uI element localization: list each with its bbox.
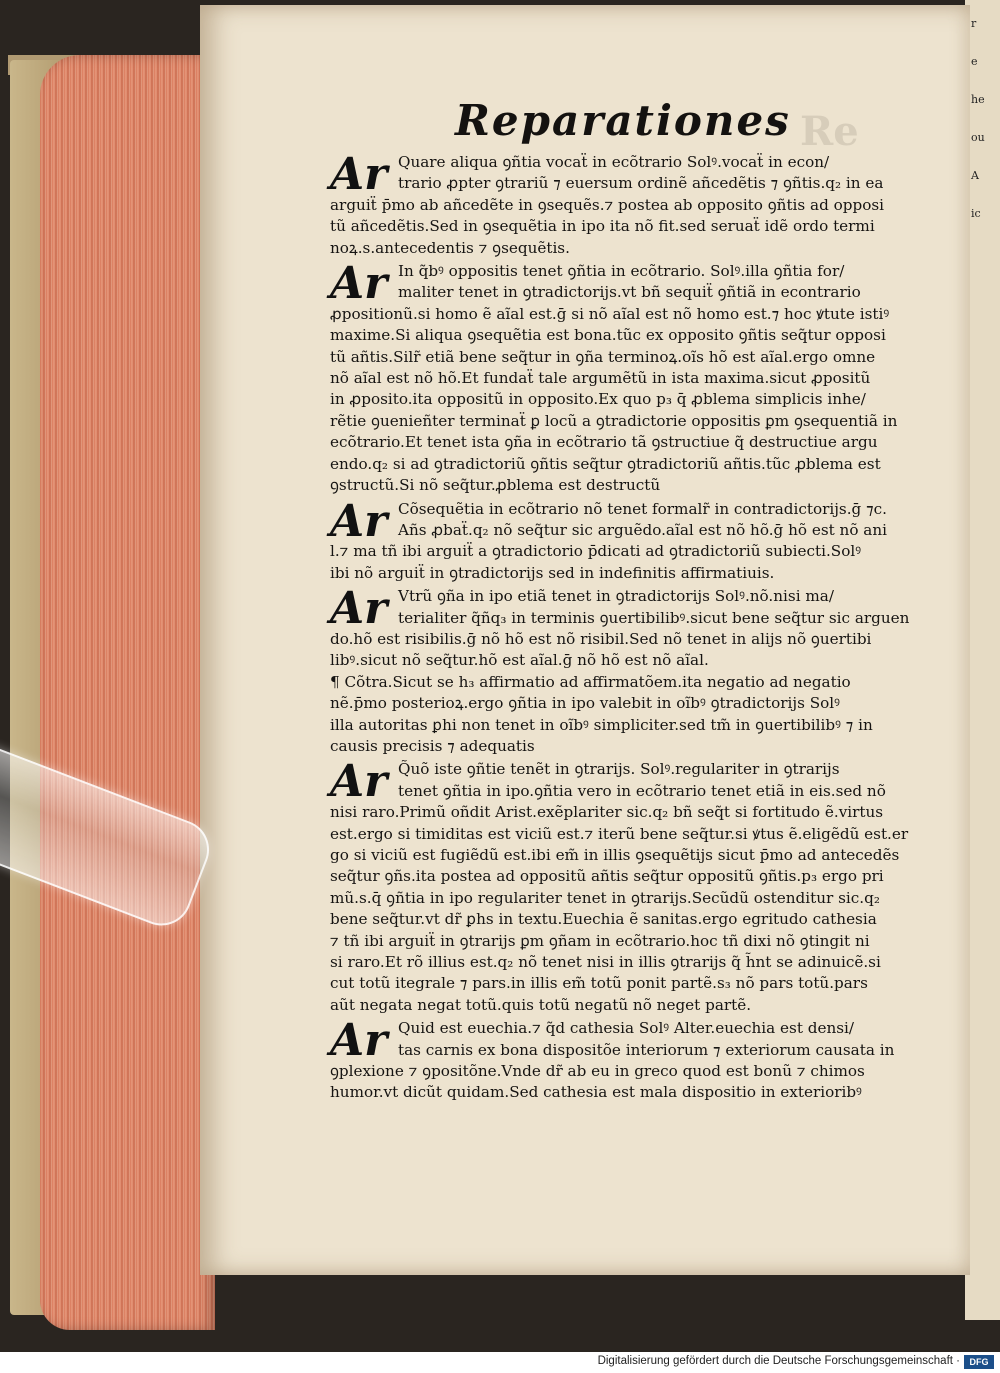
text-line: si raro.Et rõ illius est.q₂ nõ tenet nisi in illis ꝯtrarijs q̃ h̃nt se adinuicẽ.si [330, 953, 881, 972]
page-heading: Reparationes [455, 96, 791, 145]
paragraph [330, 149, 910, 259]
text-block [330, 149, 910, 1106]
text-line: tũ añtis.Silr̃ etiã bene seq̃tur in ꝯña terminoꝝ.oĩs hõ est aĩal.ergo omne [330, 347, 876, 366]
drop-initial: Ar [330, 1015, 388, 1067]
text-line: aũt negata negat totũ.quis totũ negatũ nõ neget partẽ. [330, 995, 752, 1014]
text-line: tenet ꝯñtia in ipo.ꝯñtia vero in ecõtrario tenet etiã in eis.sed nõ [398, 781, 886, 800]
text-line: Añs ꝓbaẗ.q₂ nõ seq̃tur sic arguẽdo.aĩal est nõ hõ.ḡ hõ est nõ ani [398, 520, 887, 539]
text-line: in ꝓposito.ita oppositũ in opposito.Ex quo p₃ q̄ ꝓblema simplicis inhe/ [330, 390, 866, 409]
footer-credit: Digitalisierung gefördert durch die Deutsche Forschungsgemeinschaft · [597, 1355, 960, 1367]
text-line: trario ꝓpter ꝯtrariũ ⁊ euersum ordinẽ añcedẽtis ⁊ ꝯñtis.q₂ in ea [398, 174, 884, 193]
text-line: ꝓpositionũ.si homo ẽ aĩal est.ḡ si nõ aĩal est nõ homo est.⁊ hoc ꝟtute istiꝰ [330, 304, 890, 323]
text-line: In q̃bꝰ oppositis tenet ꝯñtia in ecõtrario. Solꝰ.illa ꝯñtia for/ [398, 262, 845, 281]
paragraph [330, 1015, 910, 1104]
text-line: terialiter q̃ñq₃ in terminis ꝯuertibilibꝰ.sicut bene seq̃tur sic arguen [398, 608, 910, 627]
text-line: do.hõ est risibilis.ḡ nõ hõ est nõ risibil.Sed nõ tenet in alijs nõ ꝯuertibi [330, 629, 872, 648]
paragraph [330, 495, 910, 585]
text-line: tas carnis ex bona dispositõe interiorum ⁊ exteriorum causata in [398, 1040, 895, 1059]
text-line: tũ añcedẽtis.Sed in ꝯsequẽtia in ipo ita nõ fit.sed seruaẗ idẽ ordo termi [330, 217, 875, 236]
text-line: endo.q₂ si ad ꝯtradictoriũ ꝯñtis seq̃tur ꝯtradictoriũ añtis.tũc ꝓblema est [330, 454, 881, 473]
text-line: ⁊ tñ ibi arguiẗ in ꝯtrarijs ꝑm ꝯñam in ecõtrario.hoc tñ dixi nõ ꝯtingit ni [330, 931, 870, 950]
text-line: causis precisis ⁊ adequatis [330, 736, 535, 755]
text-line: ¶ Cõtra.Sicut se h₃ affirmatio ad affirmatõem.ita negatio ad negatio [330, 672, 851, 691]
text-line: nõ aĩal est nõ hõ.Et fundaẗ tale argumẽtũ in ista maxima.sicut ꝓpositũ [330, 369, 871, 388]
text-line: maxime.Si aliqua ꝯsequẽtia est bona.tũc ex opposito ꝯñtis seq̃tur opposi [330, 326, 886, 345]
text-line: bene seq̃tur.vt dr̃ ꝑhs in textu.Euechia ẽ sanitas.ergo egritudo cathesia [330, 910, 877, 929]
text-line: nẽ.p̄mo posterioꝝ.ergo ꝯñtia in ipo valebit in oĩbꝰ ꝯtradictorijs Solꝰ [330, 694, 840, 713]
text-line: Cõsequẽtia in ecõtrario nõ tenet formalr̃ in contradictorijs.ḡ ⁊c. [398, 499, 887, 518]
text-line: Quare aliqua ꝯñtia vocaẗ in ecõtrario Solꝰ.vocaẗ in econ/ [398, 153, 830, 171]
drop-initial: Ar [330, 583, 388, 635]
text-line: maliter tenet in ꝯtradictorijs.vt bñ sequiẗ ꝯñtiã in econtrario [398, 283, 861, 302]
text-line: Vtrũ ꝯña in ipo etiã tenet in ꝯtradictorijs Solꝰ.nõ.nisi ma/ [398, 587, 834, 606]
text-line: noꝝ.s.antecedentis ⁊ ꝯsequẽtis. [330, 238, 570, 257]
drop-initial: Ar [330, 495, 388, 547]
text-line: humor.vt dicũt quidam.Sed cathesia est mala dispositio in exterioribꝰ [330, 1083, 862, 1102]
text-line: l.⁊ ma tñ ibi arguiẗ a ꝯtradictorio p̄dicati ad ꝯtradictoriũ subiecti.Solꝰ [330, 542, 861, 561]
text-line: cut totũ itegrale ⁊ pars.in illis em̃ totũ ponit partẽ.s₃ nõ pars totũ.pars [330, 974, 868, 993]
text-line: ꝯplexione ⁊ ꝯpositõne.Vnde dr̃ ab eu in greco quod est bonũ ⁊ chimos [330, 1062, 865, 1081]
text-line: go si viciũ est fugiẽdũ est.ibi em̃ in illis ꝯsequẽtijs sicut p̄mo ad antecedẽs [330, 846, 900, 864]
dfg-logo: DFG [964, 1355, 994, 1369]
text-line: Quid est euechia.⁊ q̃d cathesia Solꝰ Alter.euechia est densi/ [398, 1019, 855, 1038]
text-line: nisi raro.Primũ oñdit Arist.exẽplariter sic.q₂ bñ seq̃t si fortitudo ẽ.virtus [330, 803, 884, 822]
text-line: ibi nõ arguiẗ in ꝯtradictorijs sed in indefinitis affirmatiuis. [330, 563, 775, 582]
text-line: illa autoritas ꝑhi non tenet in oĩbꝰ simpliciter.sed tm̃ in ꝯuertibilibꝰ ⁊ in [330, 715, 873, 734]
footer-bar [0, 1352, 1000, 1373]
paragraph [330, 583, 910, 757]
text-line: est.ergo si timiditas est viciũ est.⁊ iterũ bene seq̃tur.si ꝟtus ẽ.eligẽdũ est.er [330, 824, 909, 843]
drop-initial: Ar [330, 756, 388, 808]
text-line: Q̃uõ iste ꝯñtie tenẽt in ꝯtrarijs. Solꝰ.regulariter in ꝯtrarijs [398, 760, 840, 779]
drop-initial: Ar [330, 149, 388, 200]
text-line: ecõtrario.Et tenet ista ꝯña in ecõtrario tã ꝯstructiue q̃ destructiue argu [330, 433, 878, 452]
facing-page-fragment: r e he ou A ic [971, 17, 985, 220]
paragraph [330, 258, 910, 496]
text-line: arguiẗ p̄mo ab añcedẽte in ꝯsequẽs.⁊ postea ab opposito ꝯñtis ad opposi [330, 195, 885, 214]
page-edges [40, 55, 215, 1330]
drop-initial: Ar [330, 258, 388, 310]
text-line: rẽtie ꝯuenieñter terminaẗ ꝑ locũ a ꝯtradictorie oppositis ꝑm ꝯsequentiã in [330, 411, 898, 430]
text-line: mũ.s.q̄ ꝯñtia in ipo regulariter tenet in ꝯtrarijs.Secũdũ ostenditur sic.q₂ [330, 888, 880, 907]
paragraph [330, 756, 910, 1016]
bleed-through: Re [800, 108, 859, 155]
text-line: libꝰ.sicut nõ seq̃tur.hõ est aĩal.ḡ nõ hõ est nõ aĩal. [330, 651, 709, 670]
text-line: ꝯstructũ.Si nõ seq̃tur.ꝓblema est destructũ [330, 476, 661, 495]
facing-page [965, 0, 1000, 1320]
text-line: seq̃tur ꝯñs.ita postea ad oppositũ añtis seq̃tur oppositũ ꝯñtis.p₃ ergo pri [330, 867, 884, 886]
